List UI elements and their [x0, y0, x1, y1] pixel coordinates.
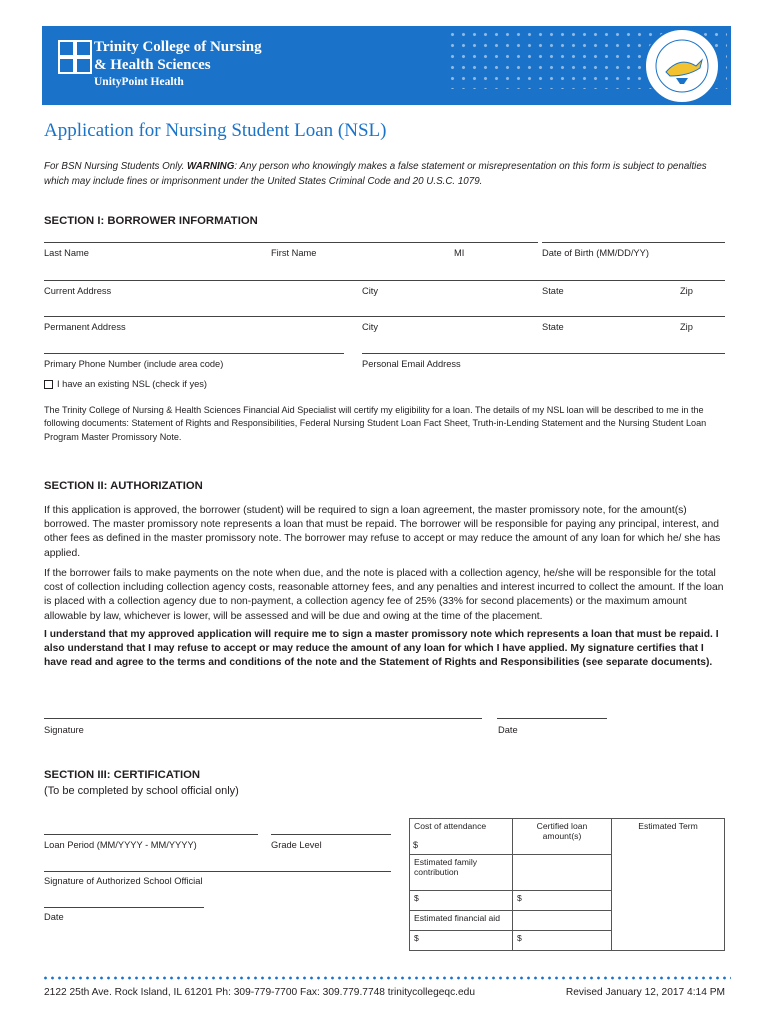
phone-line[interactable]	[44, 353, 344, 354]
current-address-label: Current Address	[44, 286, 112, 296]
grade-level-line[interactable]	[271, 834, 391, 835]
estimated-term-header: Estimated Term	[612, 819, 725, 951]
existing-nsl-label: I have an existing NSL (check if yes)	[57, 379, 208, 389]
state-label-2: State	[542, 322, 564, 332]
section3-heading: SECTION III: CERTIFICATION	[44, 769, 201, 781]
signature-line[interactable]	[44, 718, 482, 719]
zip-label-2: Zip	[680, 322, 693, 332]
name-line[interactable]	[44, 242, 538, 243]
dollar-sign: $	[414, 893, 419, 903]
loan-period-line[interactable]	[44, 834, 258, 835]
official-signature-label: Signature of Authorized School Official	[44, 876, 203, 886]
certified-loan-header: Certified loan amount(s)	[513, 819, 612, 855]
cost-dollar-sign: $	[413, 840, 419, 850]
dollar-sign: $	[414, 933, 419, 943]
page-title: Application for Nursing Student Loan (NSL)	[44, 120, 387, 141]
intro-warning	[44, 160, 734, 189]
phone-label: Primary Phone Number (include area code)	[44, 359, 224, 369]
cost-table	[409, 818, 725, 951]
signature-date-label: Date	[498, 725, 518, 735]
existing-nsl-row	[44, 379, 207, 389]
state-label: State	[542, 286, 564, 296]
section3-subheading: (To be completed by school official only)	[44, 785, 239, 797]
family-amount-cell[interactable]	[410, 891, 513, 911]
authorization-para2: If the borrower fails to make payments on the note when due, and the note is placed with a collection agency, he/she will be responsible for the total cost of collection including collection agency costs, reasonable attorney fees, and any penalties and interest incurred to collect the amount. If the loan is placed with a collection agency due to non-payment, a collection agency fee of 25% (33% for second placements) or the maximum amount allowable by law, whichever is lower, will be assessed and will be due and owing at the time of the placement.	[44, 568, 724, 622]
blank-cell	[513, 911, 612, 931]
footer-divider	[42, 976, 731, 980]
permanent-address-line[interactable]	[44, 316, 725, 317]
current-address-line[interactable]	[44, 280, 725, 281]
org-name-line1: Trinity College of Nursing	[94, 39, 262, 55]
cross-logo-icon	[58, 40, 92, 74]
email-label: Personal Email Address	[362, 359, 461, 369]
financial-aid-label: Estimated financial aid	[414, 913, 500, 923]
dollar-sign: $	[517, 893, 522, 903]
college-seal-icon	[636, 26, 728, 106]
org-name-line3: UnityPoint Health	[94, 76, 184, 88]
city-label-2: City	[362, 322, 379, 332]
section2-heading: SECTION II: AUTHORIZATION	[44, 480, 203, 492]
signature-label: Signature	[44, 725, 84, 735]
section1-heading: SECTION I: BORROWER INFORMATION	[44, 215, 258, 227]
dollar-sign: $	[517, 933, 522, 943]
warning-text: : Any person who knowingly makes a false statement or misrepresentation on this form is subject to penalties which may include fines or imprisonment under the United States Criminal Code and 20 U.S.C. 1079.	[44, 161, 707, 187]
header-banner	[42, 26, 731, 105]
aid-amount-cell[interactable]	[410, 931, 513, 951]
signature-date-line[interactable]	[497, 718, 607, 719]
aid-loan-cell[interactable]	[513, 931, 612, 951]
footer-revised: Revised January 12, 2017 4:14 PM	[565, 987, 725, 998]
authorization-para1: If this application is approved, the borrower (student) will be required to sign a loan agreement, the master promissory note, for the amount(s) borrowed. The master promissory note represents a loan that must be repaid. The borrower will be responsible for paying any principal, interest, and other fees as defined in the master promissory note. The borrower may refuse to accept or may reduce the amount of any loan for which he/ she has applied.	[44, 505, 721, 559]
loan-period-label: Loan Period (MM/YYYY - MM/YYYY)	[44, 840, 197, 850]
email-line[interactable]	[362, 353, 725, 354]
footer-address: 2122 25th Ave. Rock Island, IL 61201 Ph: 309-779-7700 Fax: 309.779.7748 trinitycollegeqc.edu	[44, 987, 476, 998]
certify-text: The Trinity College of Nursing & Health Sciences Financial Aid Specialist will certify my eligibility for a loan. The details of my NSL loan will be described to me in the following documents: Statement of Rights and Responsibilities, Federal Nursing Student Loan Fact Sheet, Truth-in-Lending Statement and the Nursing Student Loan Program Master Promissory Note.	[44, 405, 707, 442]
grade-level-label: Grade Level	[271, 840, 322, 850]
dob-label: Date of Birth (MM/DD/YY)	[542, 248, 649, 258]
family-contribution-cell[interactable]	[410, 855, 513, 891]
mi-label: MI	[454, 248, 465, 258]
zip-label: Zip	[680, 286, 693, 296]
warning-label: WARNING	[187, 161, 235, 172]
official-date-label: Date	[44, 912, 64, 922]
org-name-line2: & Health Sciences	[94, 57, 211, 73]
official-date-line[interactable]	[44, 907, 204, 908]
agreement-statement: I understand that my approved application will require me to sign a master promissory note which represents a loan that must be repaid. I also understand that I may refuse to accept or may reduce the amount of any loan for which I have applied. My signature certifies that I have read and agree to the terms and conditions of the note and the Statement of Rights and Responsibilities (see separate documents).	[44, 629, 719, 669]
permanent-address-label: Permanent Address	[44, 322, 126, 332]
intro-lead: For BSN Nursing Students Only.	[44, 161, 188, 172]
city-label: City	[362, 286, 379, 296]
first-name-label: First Name	[271, 248, 317, 258]
blank-cell	[513, 855, 612, 891]
family-contribution-label: Estimated family contribution	[414, 857, 478, 877]
financial-aid-label-cell	[410, 911, 513, 931]
existing-nsl-checkbox[interactable]	[44, 380, 53, 389]
family-loan-cell[interactable]	[513, 891, 612, 911]
official-signature-line[interactable]	[44, 871, 391, 872]
cost-of-attendance-header: Cost of attendance	[410, 819, 513, 855]
dob-line[interactable]	[542, 242, 725, 243]
last-name-label: Last Name	[44, 248, 89, 258]
